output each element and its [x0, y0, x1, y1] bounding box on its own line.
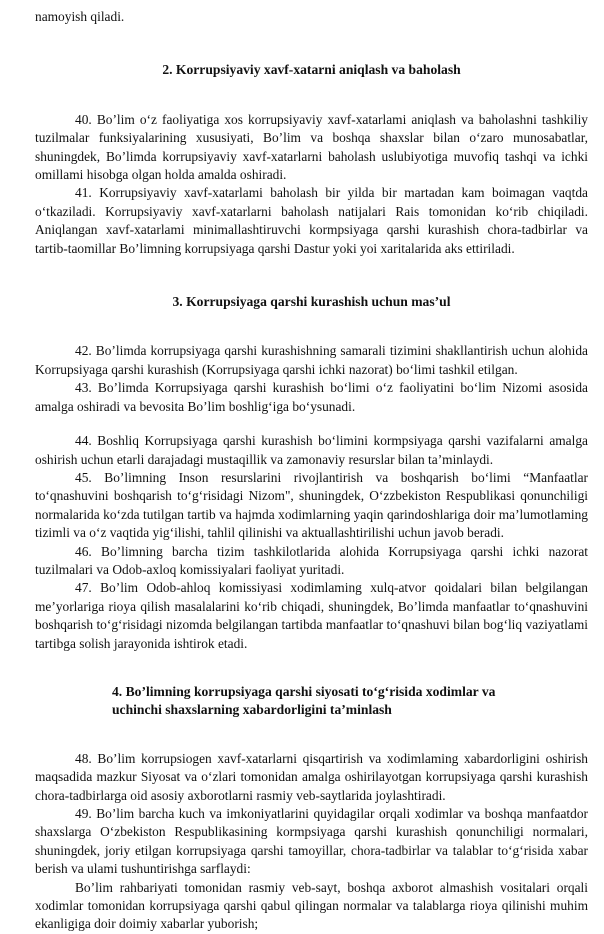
paragraph-46: 46. Bo’limning barcha tizim tashkilotlarida alohida Korrupsiyaga qarshi ichki nazorat tuzilmalari va Odob-axloq komissiyalari faoliyat yuritadi.: [35, 543, 588, 577]
paragraph-42: 42. Bo’limda korrupsiyaga qarshi kurashishning samarali tizimini shakllantirish uchun alohida Korrupsiyaga qarshi kurashish (Korrupsiyaga qarshi ichki nazorat) bo‘limi tashkil etilgan.: [35, 343, 588, 377]
section-3-heading: 3. Korrupsiyaga qarshi kurashish uchun mas’ul: [172, 294, 451, 310]
document-page: [35, 0, 588, 934]
paragraph-40: 40. Bo’lim o‘z faoliyatiga xos korrupsiyaviy xavf-xatarlami aniqlash va baholashni tashkiliy tuzilmalar funksiyalarining xususiyati, Bo’lim va boshqa shaxslar bilan o‘zaro munosabatlar, shuningdek, Bo’limda korrupsiyaviy xavf-xatarlarni baholash uslubiyotiga muvofiq tashqi va ichki omillami hisobga olgan holda amalda oshiradi.: [35, 111, 588, 183]
paragraph-45: 45. Bo’limning Inson resurslarini rivojlantirish va boshqarish bo‘limi “Manfaatlar to‘qnashuvini boshqarish to‘g‘risidagi Nizom", shuningdek, O‘zzbekiston Respublikasi qonunchiligi normalarida ko‘zda tutilgan tartib va hajmda xodimlarning yaqin qarindoshlariga doir ma’lumotlaming tizimli va o‘z vaqtida yig‘ilishi, tahlil qilinishi va aktuallashtirilishi uchun javob beradi.: [35, 469, 588, 541]
intro-tail-text: namoyish qiladi.: [35, 9, 125, 24]
paragraph-44: 44. Boshliq Korrupsiyaga qarshi kurashish bo‘limini kormpsiyaga qarshi vazifalarni amalga oshirish uchun etarli darajadagi mustaqillik va zamonaviy resurslar bilan ta’minlaydi.: [35, 433, 588, 467]
section-4-heading-line-1: 4. Bo’limning korrupsiyaga qarshi siyosati to‘g‘risida xodimlar va: [112, 683, 496, 699]
section-4-heading-line-2: uchinchi shaxslarning xabardorligini ta’minlash: [112, 702, 392, 718]
paragraph-49: 49. Bo’lim barcha kuch va imkoniyatlarini quyidagilar orqali xodimlar va boshqa manfaatdor shaxslarga O‘zbekiston Respublikasining kormpsiyaga qarshi kurashish qonunchiligi normalari, shuningdek, joriy etilgan korrupsiyaga qarshi tamoyillar, chora-tadbirlar va talablar to‘g‘risida xabar berish va ulami tushuntirishga sarflaydi:: [35, 806, 588, 877]
paragraph-48: 48. Bo’lim korrupsiogen xavf-xatarlarni qisqartirish va xodimlaming xabardorligini oshirish maqsadida mazkur Siyosat va o‘zlari tomonidan amalga oshirilayotgan korrupsiyaga qarshi kurashish chora-tadbirlarga oid asosiy axborotlarni rasmiy veb-saytlarida joylashtiradi.: [35, 750, 588, 803]
paragraph-49-item-1: Bo’lim rahbariyati tomonidan rasmiy veb-sayt, boshqa axborot almashish vositalari orqali xodimlar tomonidan korrupsiyaga qarshi qabul qilingan normalar va talablarga rioya qilinishi muhim ekanligiga doir doimiy xabarlar yuborish;: [35, 879, 588, 932]
paragraph-43: 43. Bo’limda Korrupsiyaga qarshi kurashish bo‘limi o‘z faoliyatini bo‘lim Nizomi asosida amalga oshiradi va bevosita Bo’lim boshlig‘iga bo‘ysunadi.: [35, 380, 588, 414]
section-4-heading: [112, 683, 512, 720]
section-2-heading: 2. Korrupsiyaviy xavf-xatarni aniqlash va baholash: [162, 62, 461, 78]
paragraph-47: 47. Bo’lim Odob-ahloq komissiyasi xodimlaming xulq-atvor qoidalari bilan belgilangan me’yorlariga rioya qilish masalalarini ko‘rib chiqadi, shuningdek, Bo’limda manfaatlar to‘qnashuvini boshqarish to‘g‘risidagi nizomda belgilangan tartibda manfaatlar to‘qnashuvi bilan bog‘liq vaziyatlami tartibga solish jarayonida ishtirok etadi.: [35, 580, 588, 651]
paragraph-41: 41. Korrupsiyaviy xavf-xatarlami baholash bir yilda bir martadan kam boimagan vaqtda o‘tkaziladi. Korrupsiyaviy xavf-xatarlarni baholash natijalari Rais tomonidan ko‘rib chiqiladi. Aniqlangan xavf-xatarlami minimallashtiruvchi kormpsiyaga qarshi kurashish chora-tadbirlar va tartib-taomillar Bo’limning korrupsiyaga qarshi Dastur yoki yoi xaritalarida aks ettiriladi.: [35, 185, 588, 256]
